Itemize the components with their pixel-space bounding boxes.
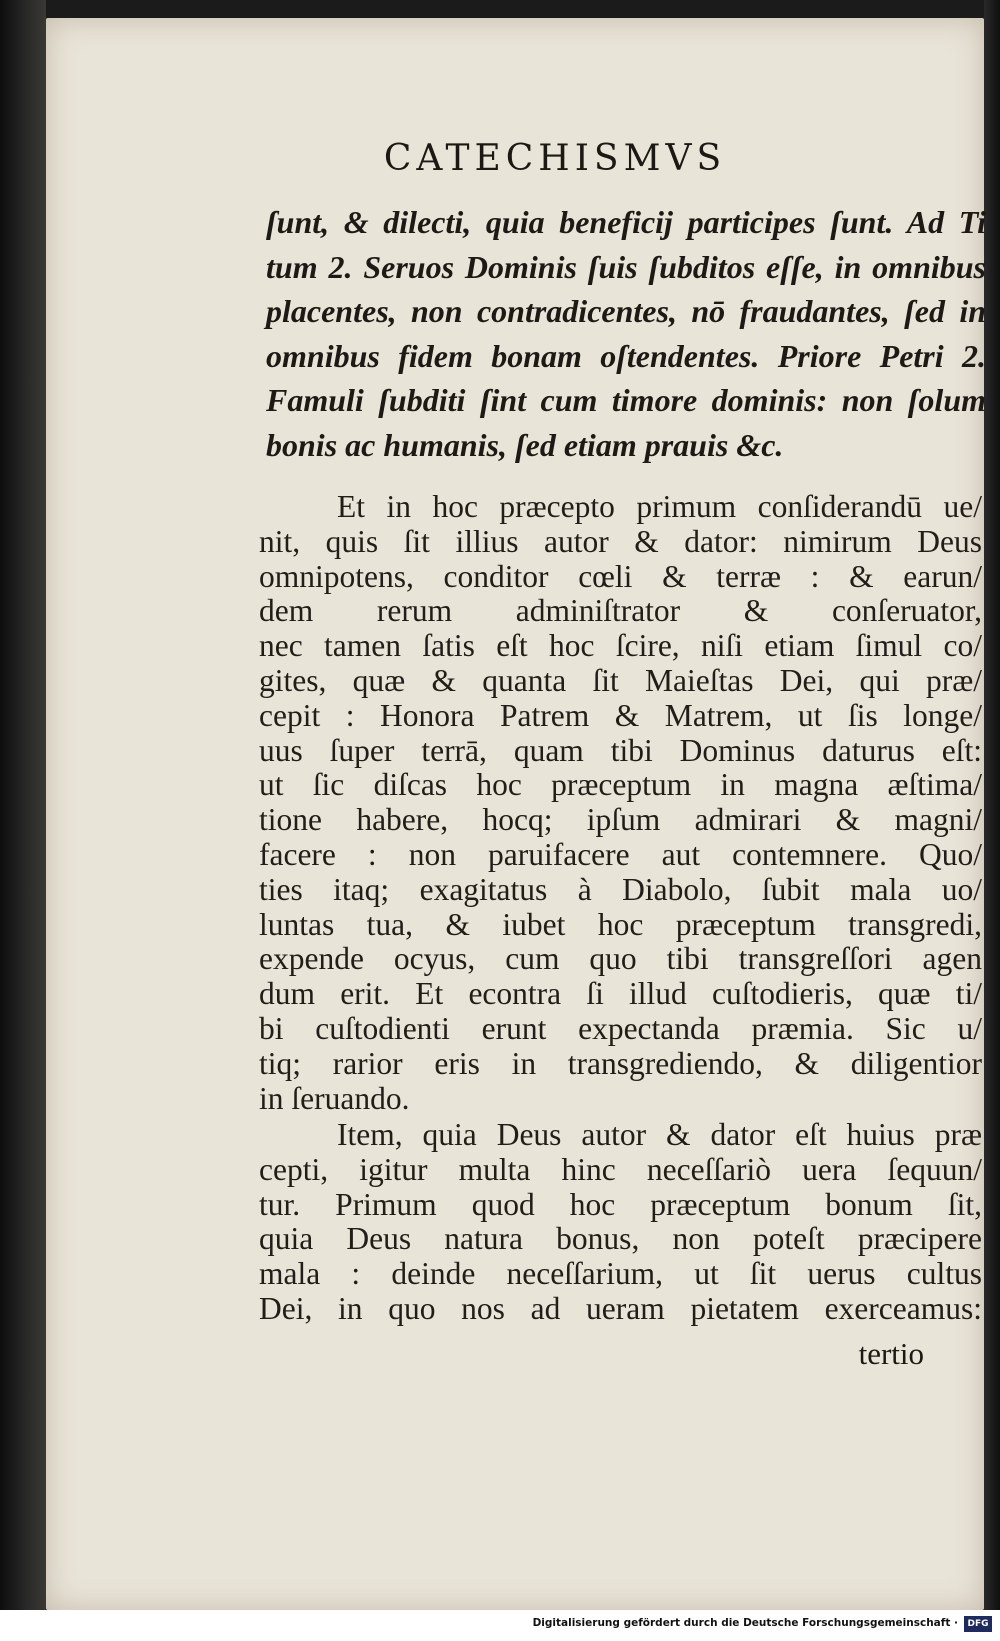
text-line: tione habere, hocq; ipſum admirari & magni/ (259, 802, 982, 838)
paragraph-one (259, 490, 982, 1116)
text-line: omnipotens, conditor cœli & terræ : & earun/ (259, 558, 982, 594)
text-line: omnibus fidem bonam oſtendentes. Priore Petri 2. (266, 337, 986, 374)
text-line: ties itaq; exagitatus à Diabolo, ſubit mala uo/ (259, 871, 982, 907)
text-line: bi cuſtodienti erunt expectanda præmia. Sic u/ (259, 1010, 982, 1046)
running-title: CATECHISMVS (383, 138, 727, 179)
text-line: mala : deinde neceſſarium, ut ſit uerus cultus (259, 1256, 982, 1292)
text-line: luntas tua, & iubet hoc præceptum transgredi, (259, 906, 982, 942)
text-line: nec tamen ſatis eſt hoc ſcire, niſi etiam ſimul co/ (259, 628, 982, 664)
text-line: placentes, non contradicentes, nō fraudantes, ſed in (266, 293, 986, 329)
text-line: in ſeruando. (259, 1080, 410, 1116)
text-line: facere : non paruifacere aut contemnere. Quo/ (259, 836, 982, 872)
text-line: tum 2. Seruos Dominis ſuis ſubditos eſſe, in omnibus (266, 248, 986, 285)
text-line: bonis ac humanis, ſed etiam prauis &c. (266, 426, 784, 463)
text-line: ſunt, & dilecti, quia beneficij participes ſunt. Ad Ti (266, 204, 986, 240)
text-line: expende ocyus, cum quo tibi transgreſſori agen (259, 941, 982, 977)
book-spine (0, 0, 46, 1641)
text-line: quia Deus natura bonus, non poteſt præcipere (259, 1221, 982, 1257)
funding-credit: Digitalisierung gefördert durch die Deutsche Forschungsgemeinschaft · (532, 1617, 958, 1629)
book-page (46, 18, 984, 1610)
text-line: Et in hoc præcepto primum conſiderandū ue/ (337, 489, 982, 524)
text-line: Dei, in quo nos ad ueram pietatem exerceamus: (259, 1290, 982, 1326)
text-line: dem rerum adminiſtrator & conſeruator, (259, 593, 982, 629)
text-line: nit, quis ſit illius autor & dator: nimirum Deus (259, 523, 982, 559)
text-line: dum erit. Et econtra ſi illud cuſtodieris, quæ ti/ (259, 976, 982, 1012)
text-line: tur. Primum quod hoc præceptum bonum ſit, (259, 1186, 982, 1222)
text-line: Famuli ſubditi ſint cum timore dominis: non ſolum (266, 382, 986, 418)
footer-bar (0, 1610, 1000, 1641)
text-line: Item, quia Deus autor & dator eſt huius præ (337, 1117, 982, 1152)
page-edge (984, 0, 1000, 1610)
text-line: ut ſic diſcas hoc præceptum in magna æſtima/ (259, 767, 982, 803)
paragraph-two (259, 1118, 982, 1327)
catchword: tertio (858, 1336, 924, 1371)
text-line: cepit : Honora Patrem & Matrem, ut ſis longe/ (259, 697, 982, 733)
dfg-logo: DFG (964, 1616, 992, 1632)
text-line: tiq; rarior eris in transgrediendo, & diligentior (259, 1045, 982, 1081)
text-line: uus ſuper terrā, quam tibi Dominus daturus eſt: (259, 732, 982, 768)
text-line: cepti, igitur multa hinc neceſſariò uera ſequun/ (259, 1151, 982, 1187)
text-line: gites, quæ & quanta ſit Maieſtas Dei, qui præ/ (259, 662, 982, 698)
italic-scripture-block (266, 200, 986, 467)
